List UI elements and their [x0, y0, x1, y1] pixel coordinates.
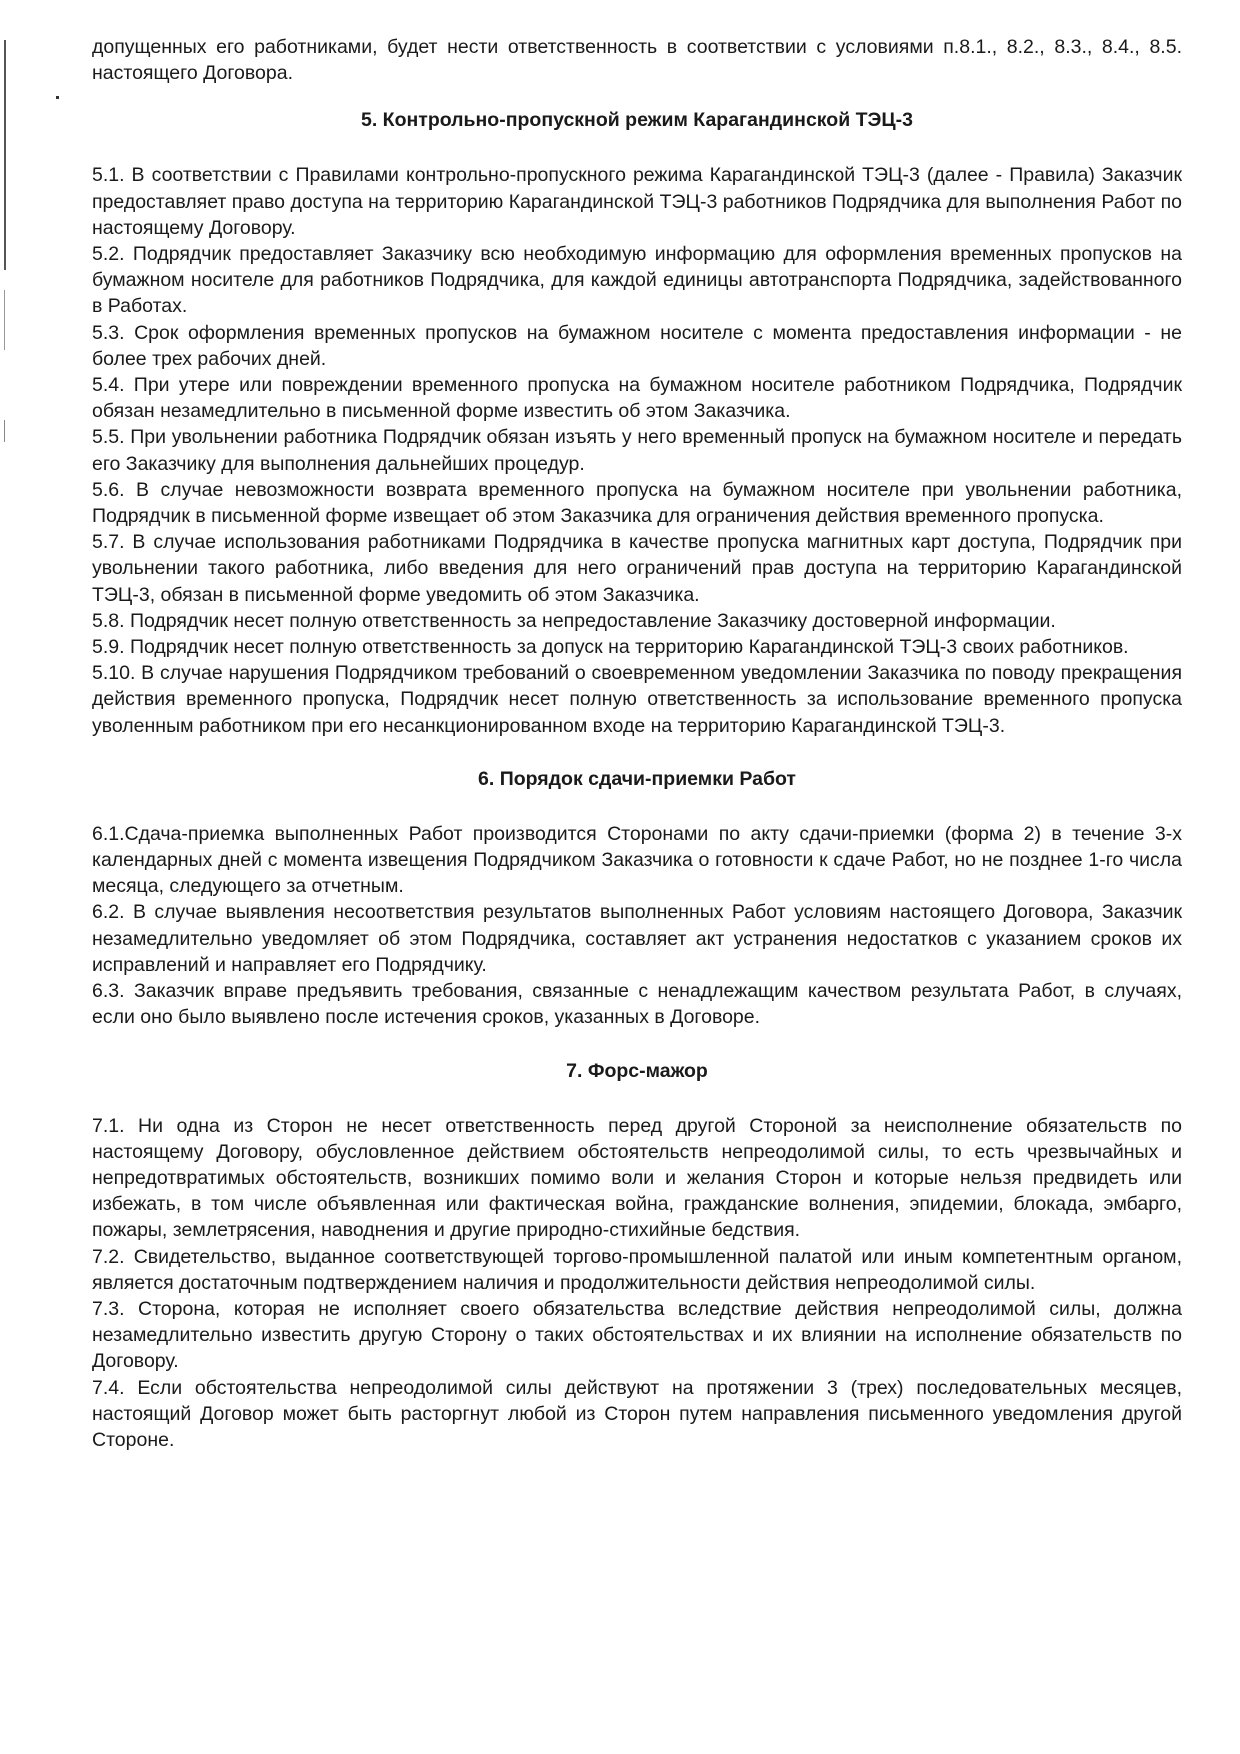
paragraph-5-9: 5.9. Подрядчик несет полную ответственность за допуск на территорию Карагандинской ТЭЦ-3 своих работников.	[92, 636, 1129, 659]
paragraph-5-6: 5.6. В случае невозможности возврата временного пропуска на бумажном носителе при увольнении работника, Подрядчик в письменной форме извещает об этом Заказчика для ограничения действия временного пропуска.	[92, 478, 1182, 528]
intro-paragraph: допущенных его работниками, будет нести ответственность в соответствии с условиями п.8.1., 8.2., 8.3., 8.4., 8.5. настоящего Договора.	[92, 36, 1182, 85]
section-heading: 7. Форс-мажор	[566, 1059, 708, 1082]
paragraph-7-1: 7.1. Ни одна из Сторон не несет ответственность перед другой Стороной за неисполнение обязательств по настоящему Договору, обусловленное действием обстоятельств непреодолимой силы, то есть чрезвычайных и непредотвратимых обстоятельств, возникших помимо воли и желания Сторон и которые нельзя предвидеть или избежать, в том числе объявленная или фактическая война, гражданские волнения, эпидемии, блокада, эмбарго, пожары, землетрясения, наводнения и другие природно-стихийные бедствия.	[92, 1114, 1182, 1242]
paragraph-5-7: 5.7. В случае использования работниками Подрядчика в качестве пропуска магнитных карт доступа, Подрядчик при увольнении такого работника, либо введения для него ограничений прав доступа на территорию Карагандинской ТЭЦ-3, обязан в письменной форме уведомить об этом Заказчика.	[92, 531, 1182, 606]
paragraph-7-2: 7.2. Свидетельство, выданное соответствующей торгово-промышленной палатой или иным компетентным органом, является достаточным подтверждением наличия и продолжительности действия непреодолимой силы.	[92, 1245, 1182, 1294]
paragraph-5-1: 5.1. В соответствии с Правилами контрольно-пропускного режима Карагандинской ТЭЦ-3 (далее - Правила) Заказчик предоставляет право доступа на территорию Карагандинской ТЭЦ-3 работников Подрядчика для выполнения Работ по настоящему Договору.	[92, 164, 1182, 239]
paragraph-5-5: 5.5. При увольнении работника Подрядчик обязан изъять у него временный пропуск на бумажном носителе и передать его Заказчику для выполнения дальнейших процедур.	[92, 426, 1182, 475]
paragraph-7-3: 7.3. Сторона, которая не исполняет своего обязательства вследствие действия непреодолимой силы, должна незамедлительно известить другую Сторону о таких обстоятельствах и их влиянии на исполнение обязательств по Договору.	[92, 1297, 1182, 1373]
paragraph-5-2: 5.2. Подрядчик предоставляет Заказчику всю необходимую информацию для оформления временных пропусков на бумажном носителе для работников Подрядчика, для каждой единицы автотранспорта Подрядчика, задействованного в Работах.	[92, 243, 1182, 318]
section-heading: 6. Порядок сдачи-приемки Работ	[478, 767, 796, 790]
paragraph-6-1: 6.1.Сдача-приемка выполненных Работ производится Сторонами по акту сдачи-приемки (форма 2) в течение 3-х календарных дней с момента извещения Подрядчиком Заказчика о готовности к сдаче Работ, но не позднее 1-го числа месяца, следующего за отчетным.	[92, 822, 1182, 898]
scan-margin-line	[4, 40, 6, 270]
document-page	[92, 34, 1182, 1453]
paragraph-5-8: 5.8. Подрядчик несет полную ответственность за непредоставление Заказчику достоверной информации.	[92, 609, 1056, 632]
scan-margin-line	[4, 420, 5, 442]
section-heading: 5. Контрольно-пропускной режим Карагандинской ТЭЦ-3	[361, 109, 913, 132]
scan-speck	[56, 96, 59, 99]
scan-margin-line	[4, 290, 5, 350]
paragraph-5-3: 5.3. Срок оформления временных пропусков на бумажном носителе с момента предоставления информации - не более трех рабочих дней.	[92, 321, 1182, 370]
paragraph-6-2: 6.2. В случае выявления несоответствия результатов выполненных Работ условиям настоящего Договора, Заказчик незамедлительно уведомляет об этом Подрядчика, составляет акт устранения недостатков с указанием сроков их исправлений и направляет его Подрядчику.	[92, 901, 1182, 976]
paragraph-6-3: 6.3. Заказчик вправе предъявить требования, связанные с ненадлежащим качеством результата Работ, в случаях, если оно было выявлено после истечения сроков, указанных в Договоре.	[92, 980, 1182, 1029]
section-6	[92, 766, 1182, 1031]
paragraph-5-4: 5.4. При утере или повреждении временного пропуска на бумажном носителе работником Подрядчика, Подрядчик обязан незамедлительно в письменной форме известить об этом Заказчика.	[92, 374, 1182, 423]
paragraph-7-4: 7.4. Если обстоятельства непреодолимой силы действуют на протяжении 3 (трех) последовательных месяцев, настоящий Договор может быть расторгнут любой из Сторон путем направления письменного уведомления другой Стороне.	[92, 1376, 1182, 1451]
section-5	[92, 107, 1182, 738]
paragraph-5-10: 5.10. В случае нарушения Подрядчиком требований о своевременном уведомлении Заказчика по поводу прекращения действия временного пропуска, Подрядчик несет полную ответственность за использование временного пропуска уволенным работником при его несанкционированном входе на территорию Карагандинской ТЭЦ-3.	[92, 662, 1182, 737]
section-7	[92, 1058, 1182, 1454]
